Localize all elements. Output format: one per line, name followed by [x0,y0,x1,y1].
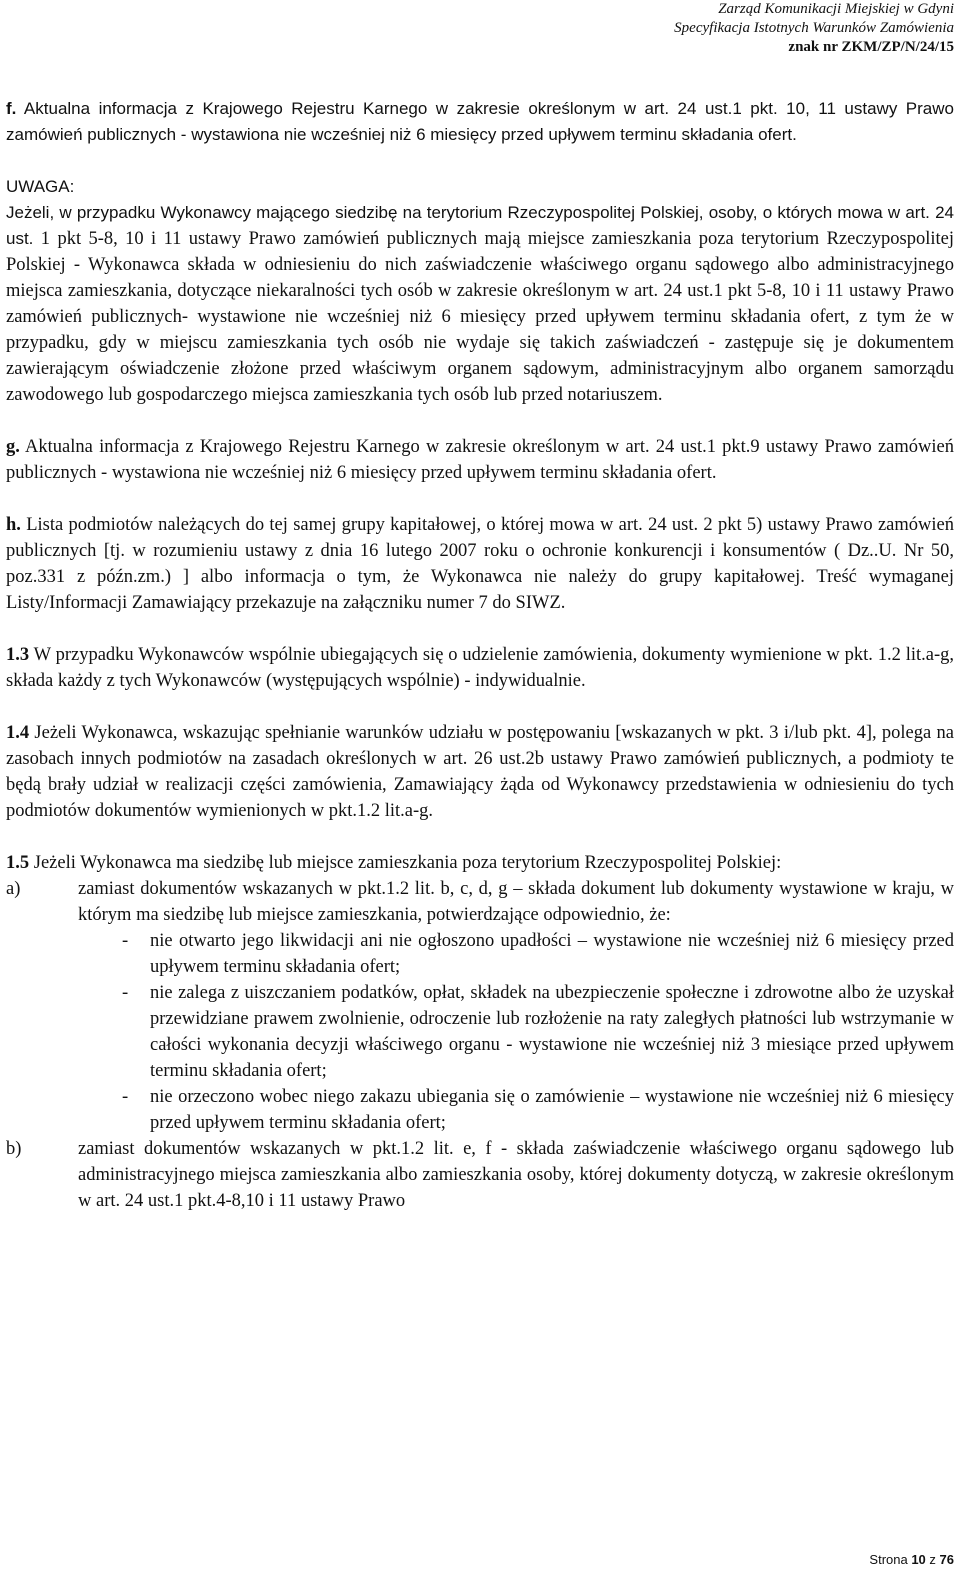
section-1-5 [6,850,954,876]
page-number-prefix: Strona [869,1552,912,1567]
dash-item-1 [122,928,954,980]
section-1-3 [6,642,954,694]
dash-item-1-text: nie otwarto jego likwidacji ani nie ogłoszono upadłości – wystawione nie wcześniej niż 6 miesięcy przed upływem terminu składania ofert; [150,931,954,977]
section-1-3-text: W przypadku Wykonawców wspólnie ubiegających się o udzielenie zamówienia, dokumenty wymienione w pkt. 1.2 lit.a-g, składa każdy z tych Wykonawców (występujących wspólnie) - indywidualnie. [6,645,954,691]
section-1-4-label: 1.4 [6,723,30,743]
warning-paragraph [6,200,954,408]
section-1-5-label: 1.5 [6,853,30,873]
section-1-5-text: Jeżeli Wykonawca ma siedzibę lub miejsce zamieszkania poza terytorium Rzeczypospolitej Polskiej: [29,853,782,873]
page-header [674,0,954,57]
list-item-b [6,1136,954,1214]
item-f-label: f. [6,99,17,118]
dash-item-2-text: nie zalega z uiszczaniem podatków, opłat, składek na ubezpieczenie społeczne i zdrowotne albo że uzyskał przewidziane prawem zwolnienie, odroczenie lub rozłożenie na raty zaległych płatności lub wstrzymanie w całości wykonania decyzji właściwego organu - wystawione nie wcześniej niż 3 miesiące przed upływem terminu składania ofert; [150,983,954,1081]
dash-marker: - [122,983,129,1003]
item-f [6,96,954,148]
header-document-title: Specyfikacja Istotnych Warunków Zamówienia [674,20,954,36]
item-h-label: h. [6,515,21,535]
item-h-text: Lista podmiotów należących do tej samej grupy kapitałowej, o której mowa w art. 24 ust. 2 pkt 5) ustawy Prawo zamówień publicznych [tj. w rozumieniu ustawy z dnia 16 lutego 2007 roku o ochronie konkurencji i konsumentów ( Dz..U. Nr 50, poz.331 z późn.zm.) ] albo informacja o tym, że Wykonawca nie należy do grupy kapitałowej. Treść wymaganej Listy/Informacji Zamawiający przekazuje na załączniku numer 7 do SIWZ. [6,515,954,613]
document-body [6,96,954,1214]
warning-text-start: Jeżeli, w przypadku Wykonawcy mającego siedzibę na terytorium Rzeczypospolitej Polskiej, osoby, o których mowa w art. 24 ust. [6,203,954,248]
section-1-3-label: 1.3 [6,645,30,665]
warning-text-rest: 1 pkt 5-8, 10 i 11 ustawy Prawo zamówień publicznych mają miejsce zamieszkania poza terytorium Rzeczypospolitej Polskiej - Wykonawca składa w odniesieniu do nich zaświadczenie właściwego organu sądowego albo administracyjnego miejsca zamieszkania, dotyczące niekaralności tych osób w zakresie określonym w art. 24 ust.1 pkt 5-8, 10 i 11 ustawy Prawo zamówień publicznych- wystawione nie wcześniej niż 6 miesięcy przed upływem terminu składania ofert, z tym że w przypadku, gdy w miejscu zamieszkania tych osób nie wydaje się takich zaświadczeń - zastępuje się je dokumentem zawierającym oświadczenie złożone przed właściwym organem sądowym, administracyjnym albo organem samorządu zawodowego lub gospodarczego miejsca zamieszkania tych osób lub przed notariuszem. [6,229,954,405]
list-item-a [6,876,954,928]
list-item-a-text: zamiast dokumentów wskazanych w pkt.1.2 lit. b, c, d, g – składa dokument lub dokumenty wystawione w kraju, w którym ma siedzibę lub miejsce zamieszkania, potwierdzające odpowiednio, że: [78,879,954,925]
dash-item-3 [122,1084,954,1136]
section-1-4 [6,720,954,824]
page-footer [869,1552,954,1567]
list-item-b-text: zamiast dokumentów wskazanych w pkt.1.2 lit. e, f - składa zaświadczenie właściwego organu sądowego lub administracyjnego miejsca zamieszkania albo zamieszkania osoby, której dokumenty dotyczą, w zakresie określonym w art. 24 ust.1 pkt.4-8,10 i 11 ustawy Prawo [78,1139,954,1211]
section-1-4-text: Jeżeli Wykonawca, wskazując spełnianie warunków udziału w postępowaniu [wskazanych w pkt. 3 i/lub pkt. 4], polega na zasobach innych podmiotów na zasadach określonych w art. 26 ust.2b ustawy Prawo zamówień publicznych, a podmioty te będą brały udział w realizacji części zamówienia, Zamawiający żąda od Wykonawcy przedstawienia w odniesieniu do tych podmiotów dokumentów wymienionych w pkt.1.2 lit.a-g. [6,723,954,821]
dash-marker: - [122,1087,129,1107]
header-organization: Zarząd Komunikacji Miejskiej w Gdyni [718,1,954,17]
item-h [6,512,954,616]
dash-item-3-text: nie orzeczono wobec niego zakazu ubiegania się o zamówienie – wystawione nie wcześniej niż 6 miesięcy przed upływem terminu składania ofert; [150,1087,954,1133]
dash-item-2 [122,980,954,1084]
item-f-text: Aktualna informacja z Krajowego Rejestru Karnego w zakresie określonym w art. 24 ust.1 pkt. 10, 11 ustawy Prawo zamówień publicznych - wystawiona nie wcześniej niż 6 miesięcy przed upływem terminu składania ofert. [6,99,954,144]
warning-title: UWAGA: [6,177,75,196]
page-number-separator: z [925,1552,940,1567]
item-g-text: Aktualna informacja z Krajowego Rejestru Karnego w zakresie określonym w art. 24 ust.1 pkt.9 ustawy Prawo zamówień publicznych - wystawiona nie wcześniej niż 6 miesięcy przed upływem terminu składania ofert. [6,437,954,483]
item-g [6,434,954,486]
dash-marker: - [122,931,129,951]
item-g-label: g. [6,437,20,457]
total-page-count: 76 [939,1552,954,1567]
list-item-a-marker: a) [6,879,21,899]
list-item-b-marker: b) [6,1139,22,1159]
current-page-number: 10 [911,1552,926,1567]
header-reference-number: znak nr ZKM/ZP/N/24/15 [788,39,954,55]
